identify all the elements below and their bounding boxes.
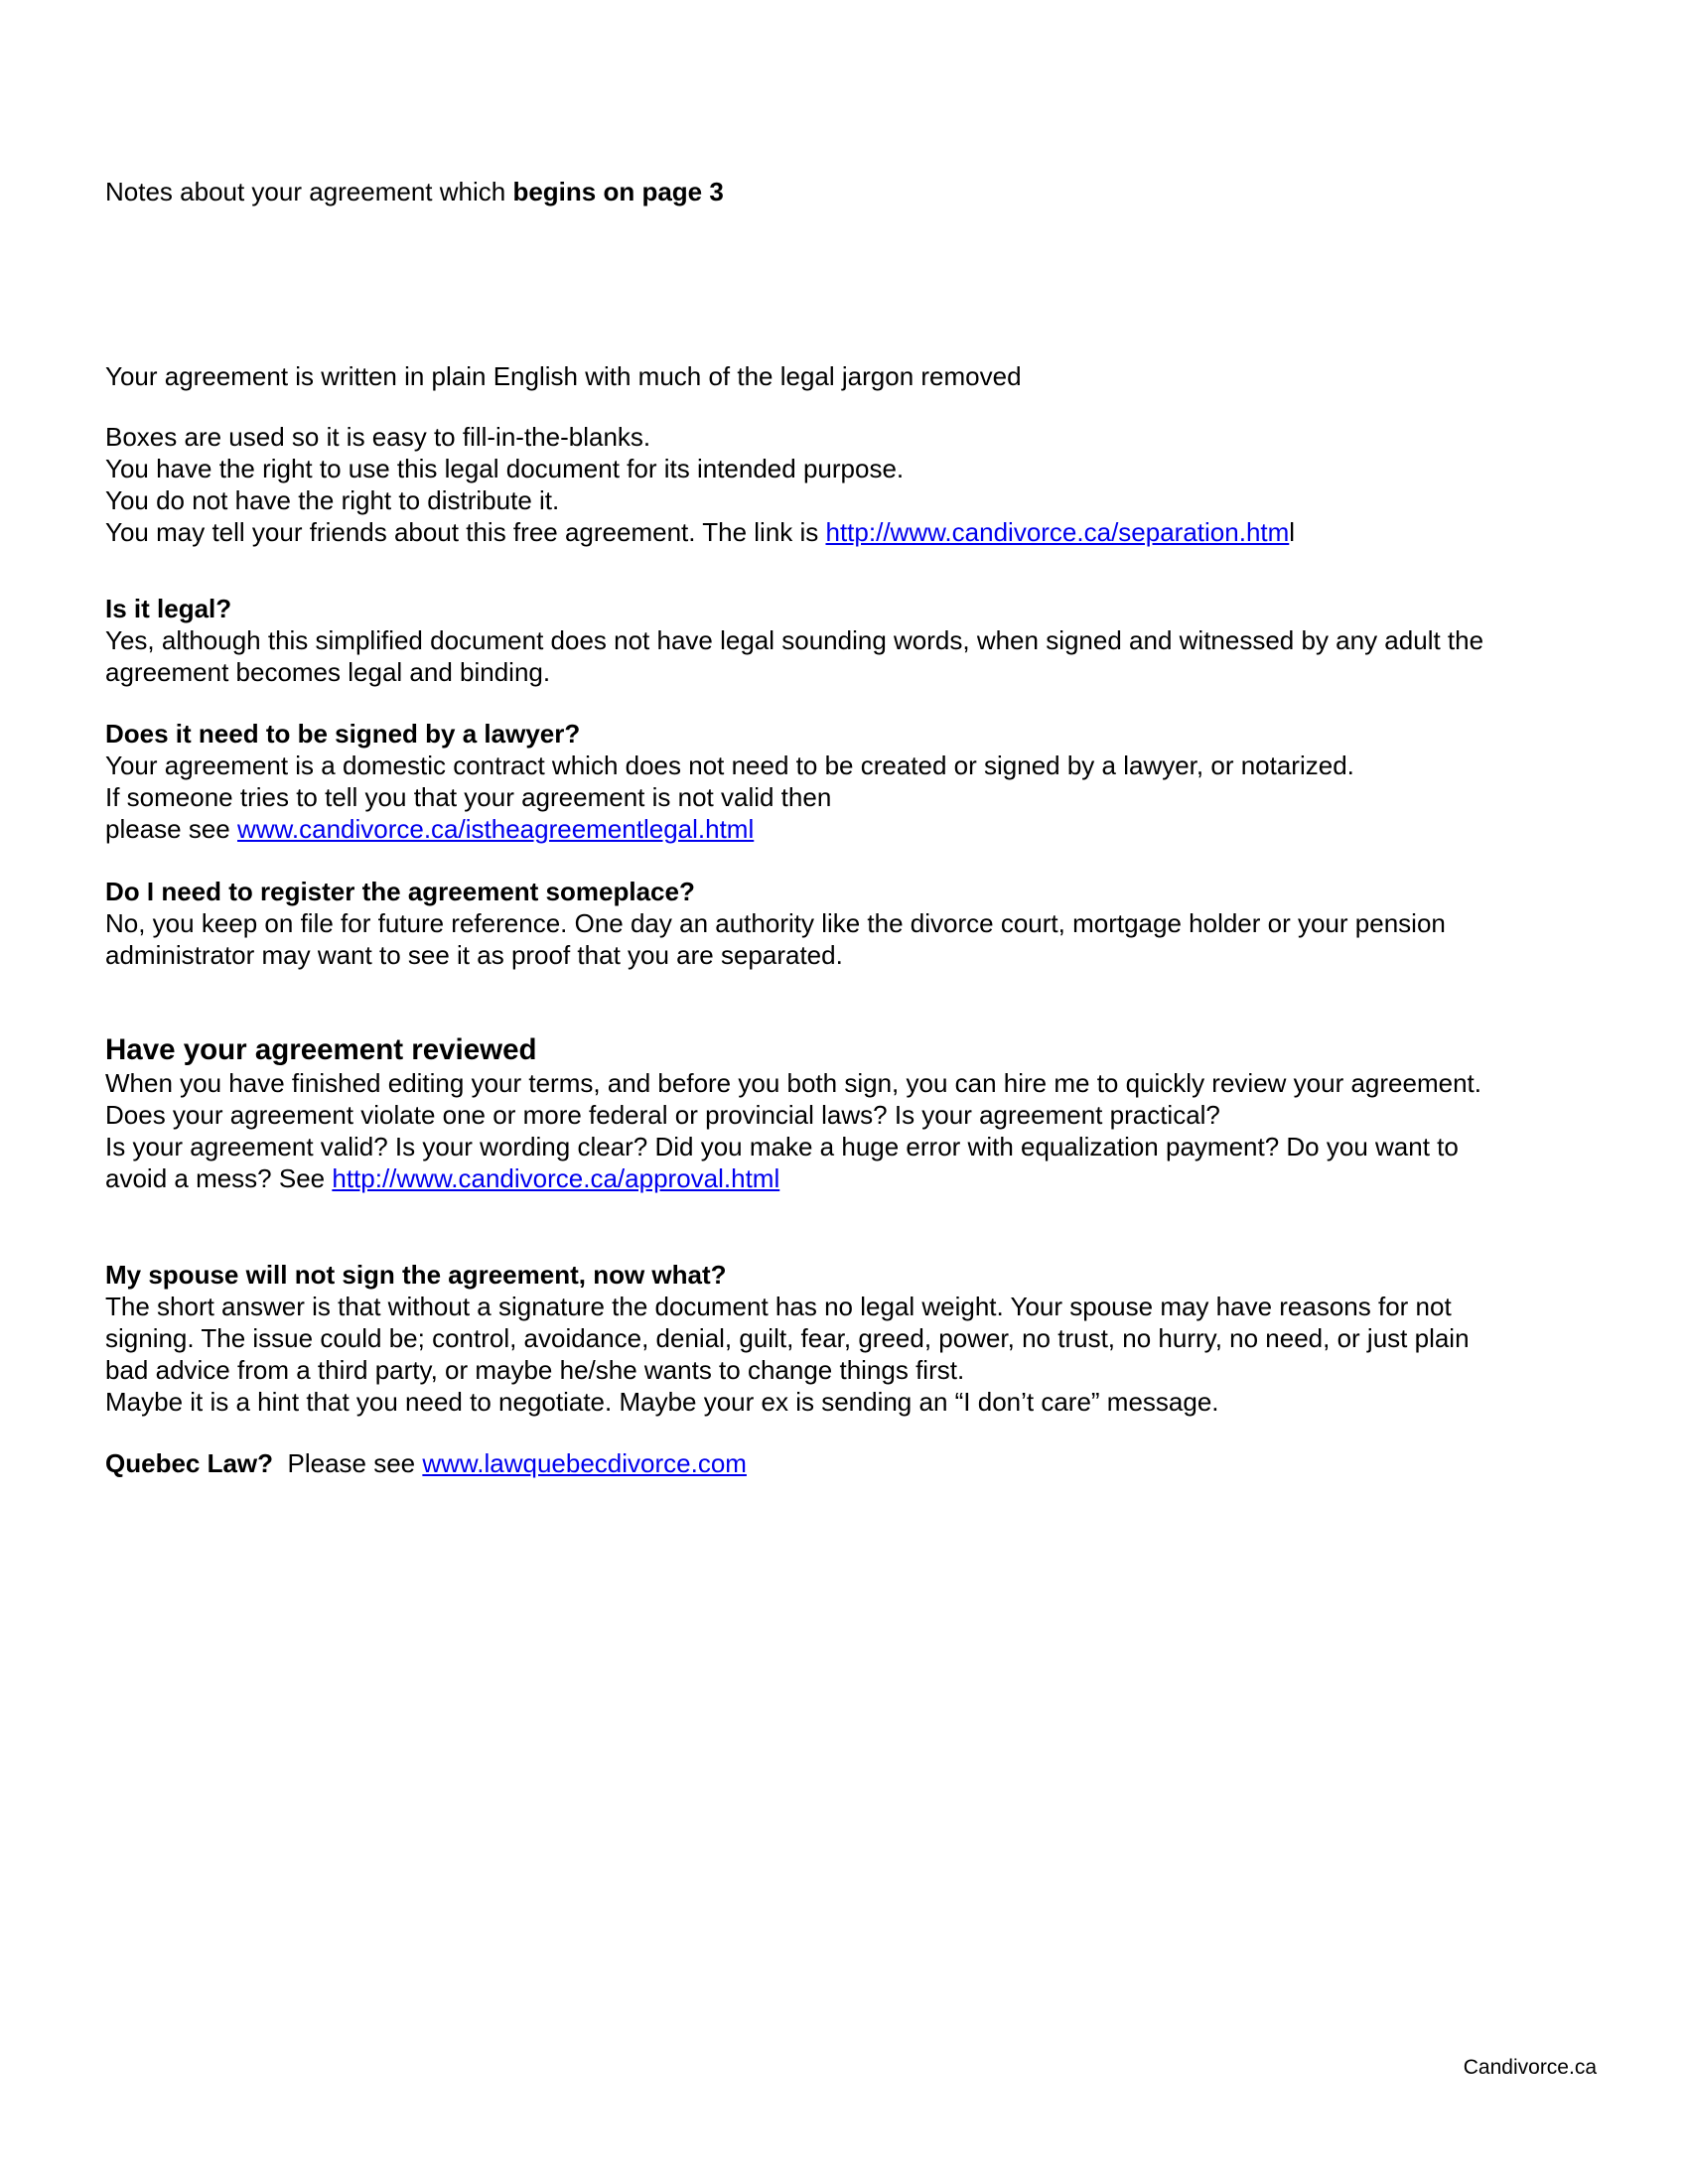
is-it-legal-line-1: Yes, although this simplified document does not have legal sounding words, when signed and witnessed by any adult the (105, 625, 1484, 655)
rights-line-1: Boxes are used so it is easy to fill-in-the-blanks. (105, 422, 651, 452)
lawyer-line-2: If someone tries to tell you that your agreement is not valid then (105, 782, 832, 812)
intro-bold-text: begins on page 3 (512, 177, 724, 206)
lawyer-heading: Does it need to be signed by a lawyer? (105, 719, 581, 749)
review-line-1: When you have finished editing your terms, and before you both sign, you can hire me to quickly review your agreement. (105, 1068, 1481, 1098)
rights-line-4-tail: l (1289, 517, 1296, 547)
spouse-line-1: The short answer is that without a signature the document has no legal weight. Your spouse may have reasons for not (105, 1292, 1452, 1321)
register-heading: Do I need to register the agreement someplace? (105, 877, 695, 906)
quebec-paragraph (105, 1447, 1595, 1479)
review-heading: Have your agreement reviewed (105, 1033, 537, 1066)
spouse-line-2: signing. The issue could be; control, avoidance, denial, guilt, fear, greed, power, no trust, no hurry, no need, or just plain (105, 1323, 1470, 1353)
spouse-heading: My spouse will not sign the agreement, now what? (105, 1260, 727, 1290)
intro-text: Notes about your agreement which (105, 177, 513, 206)
rights-line-4 (105, 516, 1595, 548)
review-section (105, 1033, 1595, 1194)
quebec-bold-label: Quebec Law? (105, 1448, 274, 1478)
lawyer-section (105, 718, 1595, 845)
rights-line-3: You do not have the right to distribute it. (105, 485, 560, 515)
footer-text: Candivorce.ca (1463, 2056, 1597, 2079)
rights-line-4-text: You may tell your friends about this free agreement. The link is (105, 517, 826, 547)
is-it-legal-heading: Is it legal? (105, 594, 232, 623)
register-line-2: administrator may want to see it as proof that you are separated. (105, 940, 843, 970)
spouse-section (105, 1259, 1595, 1418)
is-it-legal-section (105, 593, 1595, 688)
istheagreementlegal-link[interactable]: www.candivorce.ca/istheagreementlegal.html (236, 814, 755, 844)
register-section (105, 876, 1595, 971)
lawyer-line-1: Your agreement is a domestic contract which does not need to be created or signed by a lawyer, or notarized. (105, 751, 1354, 780)
review-line-3: Is your agreement valid? Is your wording clear? Did you make a huge error with equalization payment? Do you want to (105, 1132, 1459, 1161)
rights-line-2: You have the right to use this legal document for its intended purpose. (105, 454, 905, 483)
review-line-4-text: avoid a mess? See (105, 1163, 333, 1193)
lawquebecdivorce-link[interactable]: www.lawquebecdivorce.com (422, 1448, 747, 1478)
review-line-2: Does your agreement violate one or more federal or provincial laws? Is your agreement practical? (105, 1100, 1220, 1130)
lawyer-line-3-text: please see (105, 814, 237, 844)
spouse-line-3: bad advice from a third party, or maybe he/she wants to change things first. (105, 1355, 965, 1385)
lawyer-line-3 (105, 813, 1595, 845)
review-line-4 (105, 1162, 1595, 1194)
plain-english-paragraph (105, 360, 1595, 392)
approval-link[interactable]: http://www.candivorce.ca/approval.html (332, 1163, 780, 1193)
intro-paragraph (105, 176, 1595, 207)
plain-english-line: Your agreement is written in plain English with much of the legal jargon removed (105, 361, 1022, 391)
separation-link[interactable]: http://www.candivorce.ca/separation.htm (825, 517, 1290, 547)
quebec-text: Please see (273, 1448, 423, 1478)
rights-paragraph (105, 421, 1595, 548)
is-it-legal-line-2: agreement becomes legal and binding. (105, 657, 551, 687)
register-line-1: No, you keep on file for future reference. One day an authority like the divorce court, mortgage holder or your pension (105, 908, 1446, 938)
spouse-line-4: Maybe it is a hint that you need to negotiate. Maybe your ex is sending an “I don’t care” message. (105, 1387, 1219, 1417)
